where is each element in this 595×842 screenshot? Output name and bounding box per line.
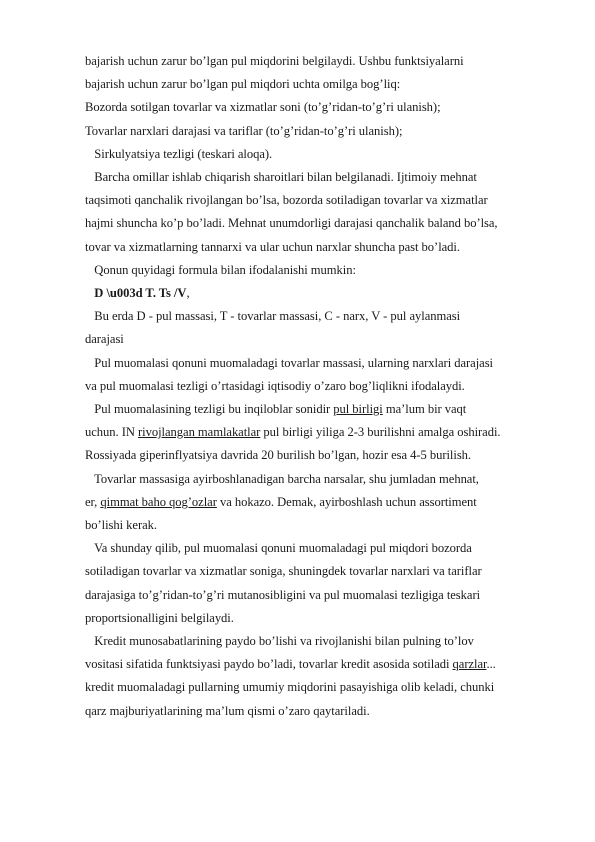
text-line (85, 169, 477, 185)
text-segment: Tovarlar massasiga ayirboshlanadigan barcha narsalar, shu jumladan mehnat, (85, 471, 479, 486)
text-line (85, 308, 460, 324)
text-line (85, 262, 356, 278)
inline-link[interactable]: qarzlar (452, 657, 487, 672)
text-segment: bo’lishi kerak. (85, 518, 157, 532)
text-line (85, 76, 400, 92)
text-segment: Barcha omillar ishlab chiqarish sharoitlari bilan belgilanadi. Ijtimoiy mehnat (85, 170, 477, 184)
text-segment: Bozorda sotilgan tovarlar va xizmatlar soni (to’g’ridan-to’g’ri ulanish); (85, 100, 441, 115)
text-segment: hajmi shuncha ko’p bo’ladi. Mehnat unumdorligi darajasi qanchalik baland bo’lsa, (85, 216, 498, 231)
formula: D \u003d T. Ts /V (94, 286, 187, 300)
text-segment: sotiladigan tovarlar va xizmatlar soniga, shuningdek tovarlar narxlari va tariflar (85, 564, 482, 579)
text-line (85, 215, 498, 231)
text-segment: Tovarlar narxlari darajasi va tariflar (to’g’ridan-to’g’ri ulanish); (85, 123, 403, 138)
text-line (85, 656, 496, 672)
text-segment: er, (85, 494, 101, 509)
text-segment: ma’lum bir vaqt (382, 402, 467, 416)
text-line (85, 563, 482, 579)
text-line (85, 587, 480, 603)
text-segment: ... (486, 657, 496, 672)
text-segment (85, 286, 94, 300)
text-segment: uchun. IN (85, 425, 139, 440)
text-segment: taqsimoti qanchalik rivojlangan bo’lsa, bozorda sotiladigan tovarlar va xizmatlar (85, 193, 488, 208)
text-line (85, 355, 493, 371)
text-line (85, 378, 465, 394)
text-line (85, 703, 370, 719)
text-segment: qarz majburiyatlarining ma’lum qismi o’zaro qaytariladi. (85, 703, 370, 718)
text-line (85, 99, 441, 115)
text-segment: Va shunday qilib, pul muomalasi qonuni muomaladagi pul miqdori bozorda (85, 541, 472, 556)
text-segment: kredit muomaladagi pullarning umumiy miqdorini pasayishiga olib keladi, chunki (85, 680, 495, 695)
text-line (85, 610, 234, 626)
text-segment: darajasiga to’g’ridan-to’g’ri mutanosibligini va pul muomalasi tezligiga teskari (85, 587, 481, 602)
inline-link[interactable]: rivojlangan mamlakatlar (138, 425, 261, 440)
text-line (85, 53, 464, 69)
text-line (85, 471, 479, 487)
text-line (85, 401, 466, 417)
text-segment: tovar va xizmatlarning tannarxi va ular uchun narxlar shuncha past bo’ladi. (85, 239, 460, 254)
text-segment: pul birligi yiliga 2-3 burilishni amalga oshiradi. (260, 425, 501, 440)
text-line (85, 424, 501, 440)
text-segment: bajarish uchun zarur bo’lgan pul miqdori uchta omilga bog’liq: (85, 77, 401, 92)
text-segment: Rossiyada giperinflyatsiya davrida 20 burilish bo’lgan, hozir esa 4-5 burilish. (85, 448, 472, 463)
text-segment: bajarish uchun zarur bo’lgan pul miqdorini belgilaydi. Ushbu funktsiyalarni (85, 54, 464, 68)
text-line (85, 633, 474, 649)
text-segment: darajasi (85, 332, 124, 347)
text-segment: Bu erda D - pul massasi, T - tovarlar massasi, C - narx, V - pul aylanmasi (85, 309, 461, 324)
text-segment: va hokazo. Demak, ayirboshlash uchun assortiment (216, 494, 477, 509)
text-segment: Qonun quyidagi formula bilan ifodalanishi mumkin: (85, 262, 356, 277)
text-line (85, 285, 190, 301)
text-segment: vositasi sifatida funktsiyasi paydo bo’ladi, tovarlar kredit asosida sotiladi (85, 657, 453, 672)
text-segment: Kredit munosabatlarining paydo bo’lishi va rivojlanishi bilan pulning to’lov (85, 634, 474, 648)
text-line (85, 517, 157, 533)
inline-link[interactable]: qimmat baho qog’ozlar (100, 494, 217, 509)
inline-link[interactable]: pul birligi (333, 402, 383, 416)
text-line (85, 192, 488, 208)
text-line (85, 494, 477, 510)
text-line (85, 123, 402, 139)
text-line (85, 331, 124, 347)
text-segment: Pul muomalasi qonuni muomaladagi tovarlar massasi, ularning narxlari darajasi (85, 355, 493, 370)
text-segment: proportsionalligini belgilaydi. (85, 610, 234, 625)
text-line (85, 679, 494, 695)
text-segment: Pul muomalasining tezligi bu inqiloblar sonidir (85, 402, 334, 416)
text-segment: , (186, 286, 190, 300)
text-line (85, 239, 460, 255)
text-segment: va pul muomalasi tezligi o’rtasidagi iqtisodiy o’zaro bog’liqlikni ifodalaydi. (85, 378, 465, 393)
text-line (85, 146, 272, 162)
text-line (85, 447, 471, 463)
text-segment: Sirkulyatsiya tezligi (teskari aloqa). (85, 146, 273, 161)
text-line (85, 540, 472, 556)
